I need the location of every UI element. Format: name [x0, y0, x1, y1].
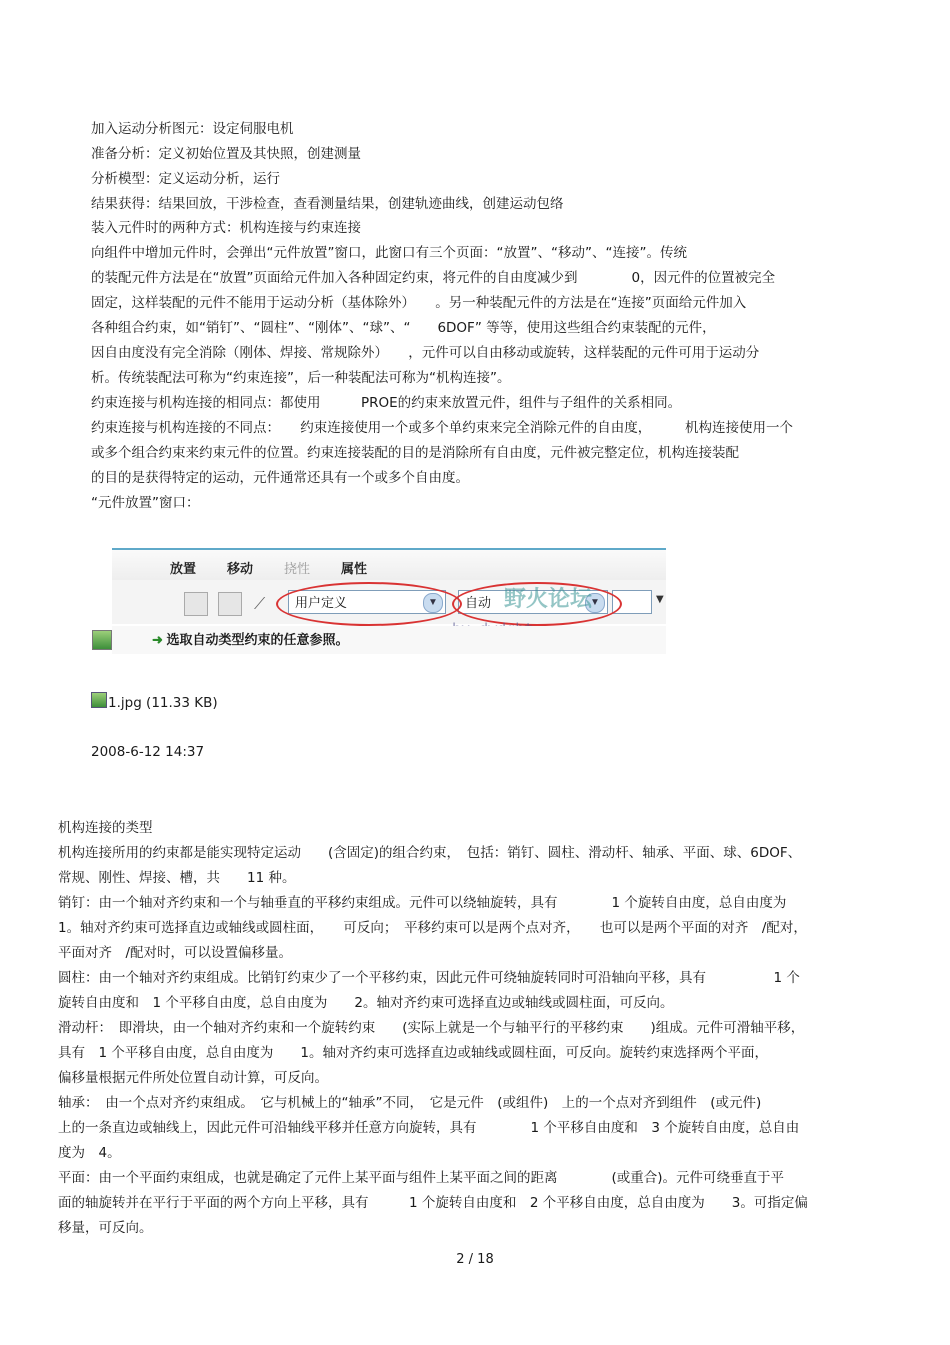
constraint-type-value: 自动 [465, 595, 492, 610]
text-line: 装入元件时的两种方式：机构连接与约束连接 [91, 220, 361, 236]
text-line: 的装配元件方法是在“放置”页面给元件加入各种固定约束，将元件的自由度减少到 0，因元件的位置被完全 [91, 270, 776, 286]
component-placement-screenshot [112, 548, 666, 654]
text-line: 机构连接所用的约束都是能实现特定运动 (含固定)的组合约束， 包括：销钉、圆柱、滑动杆、轴承、平面、球、6DOF、 [58, 845, 802, 861]
image-icon [92, 630, 112, 650]
text-line: 析。传统装配法可称为“约束连接”，后一种装配法可称为“机构连接”。 [91, 370, 511, 386]
text-line: 的目的是获得特定的运动，元件通常还具有一个或多个自由度。 [91, 470, 469, 486]
post-date: 2008-6-12 14:37 [91, 744, 205, 760]
text-line: 向组件中增加元件时，会弹出“元件放置”窗口，此窗口有三个页面：“放置”、“移动”、“连接”。传统 [91, 245, 687, 261]
text-line: 准备分析：定义初始位置及其快照，创建测量 [91, 146, 361, 162]
page-number: 2 / 18 [456, 1252, 494, 1267]
text-line: 固定，这样装配的元件不能用于运动分析（基体除外） 。另一种装配元件的方法是在“连接”页面给元件加入 [91, 295, 747, 311]
text-line: 加入运动分析图元：设定伺服电机 [91, 121, 294, 137]
constraint-icon[interactable]: ⟋ [254, 594, 266, 613]
dropdown-arrow-icon[interactable]: ▼ [656, 594, 664, 605]
dashboard-tabs [112, 550, 666, 580]
text-line: 常规、刚性、焊接、槽，共 11 种。 [58, 870, 296, 886]
text-line: 约束连接与机构连接的相同点：都使用 PROE的约束来放置元件，组件与子组件的关系相同。 [91, 395, 682, 411]
highlight-oval [276, 582, 462, 626]
tab-flexibility[interactable]: 挠性 [284, 561, 311, 576]
text-line: “元件放置”窗口： [91, 495, 200, 511]
tab-placement[interactable]: 放置 [170, 561, 197, 576]
image-file-icon [91, 692, 107, 708]
edit-icon[interactable] [184, 592, 208, 616]
text-line: 具有 1 个平移自由度，总自由度为 1。轴对齐约束可选择直边或轴线或圆柱面，可反向。旋转约束选择两个平面， [58, 1045, 768, 1061]
text-line: 移量，可反向。 [58, 1220, 153, 1236]
text-line: 分析模型：定义运动分析，运行 [91, 171, 280, 187]
status-prompt [112, 626, 666, 654]
connection-type-value: 用户定义 [295, 595, 348, 610]
text-line: 或多个组合约束来约束元件的位置。约束连接装配的目的是消除所有自由度，元件被完整定位，机构连接装配 [91, 445, 739, 461]
tab-properties[interactable]: 属性 [341, 561, 368, 576]
watermark-text: 野火论坛 [504, 587, 593, 612]
text-line: 度为 4。 [58, 1145, 121, 1161]
chevron-down-icon[interactable]: ▼ [585, 593, 605, 613]
text-line: 滑动杆： 即滑块，由一个轴对齐约束和一个旋转约束 (实际上就是一个与轴平行的平移约束 )组成。元件可滑轴平移， [58, 1020, 805, 1036]
chevron-down-icon[interactable]: ▼ [423, 593, 443, 613]
text-line: 各种组合约束，如“销钉”、“圆柱”、“刚体”、“球”、“ 6DOF” 等等，使用这些组合约束装配的元件， [91, 320, 716, 336]
text-line: 因自由度没有完全消除（刚体、焊接、常规除外） ，元件可以自由移动或旋转，这样装配的元件可用于运动分 [91, 345, 760, 361]
text-line: 偏移量根据元件所处位置自动计算，可反向。 [58, 1070, 328, 1086]
arrow-right-icon: ➜ [152, 632, 163, 647]
text-line: 平面：由一个平面约束组成，也就是确定了元件上某平面与组件上某平面之间的距离 (或重合)。元件可绕垂直于平 [58, 1170, 785, 1186]
text-line: 面的轴旋转并在平行于平面的两个方向上平移，具有 1 个旋转自由度和 2 个平移自由度，总自由度为 3。可指定偏 [58, 1195, 808, 1211]
tab-move[interactable]: 移动 [227, 561, 254, 576]
attachment-link[interactable]: 1.jpg (11.33 KB) [108, 695, 218, 711]
section-heading: 机构连接的类型 [58, 820, 153, 836]
text-line: 圆柱：由一个轴对齐约束组成。比销钉约束少了一个平移约束，因此元件可绕轴旋转同时可沿轴向平移，具有 1 个 [58, 970, 800, 986]
text-line: 轴承： 由一个点对齐约束组成。 它与机械上的“轴承”不同， 它是元件 (或组件) 上的一个点对齐到组件 (或元件) [58, 1095, 762, 1111]
copy-icon[interactable] [218, 592, 242, 616]
text-line: 1。轴对齐约束可选择直边或轴线或圆柱面， 可反向； 平移约束可以是两个点对齐， 也可以是两个平面的对齐 /配对， [58, 920, 807, 936]
text-line: 上的一条直边或轴线上，因此元件可沿轴线平移并任意方向旋转，具有 1 个平移自由度和 3 个旋转自由度，总自由 [58, 1120, 800, 1136]
text-line: 约束连接与机构连接的不同点： 约束连接使用一个或多个单约束来完全消除元件的自由度， 机构连接使用一个 [91, 420, 793, 436]
text-line: 旋转自由度和 1 个平移自由度，总自由度为 2。轴对齐约束可选择直边或轴线或圆柱面，可反向。 [58, 995, 674, 1011]
text-line: 结果获得：结果回放，干涉检查，查看测量结果，创建轨迹曲线，创建运动包络 [91, 196, 564, 212]
status-text: 选取自动类型约束的任意参照。 [166, 632, 349, 647]
text-line: 销钉：由一个轴对齐约束和一个与轴垂直的平移约束组成。元件可以绕轴旋转，具有 1 个旋转自由度，总自由度为 [58, 895, 787, 911]
text-line: 平面对齐 /配对时，可以设置偏移量。 [58, 945, 293, 961]
